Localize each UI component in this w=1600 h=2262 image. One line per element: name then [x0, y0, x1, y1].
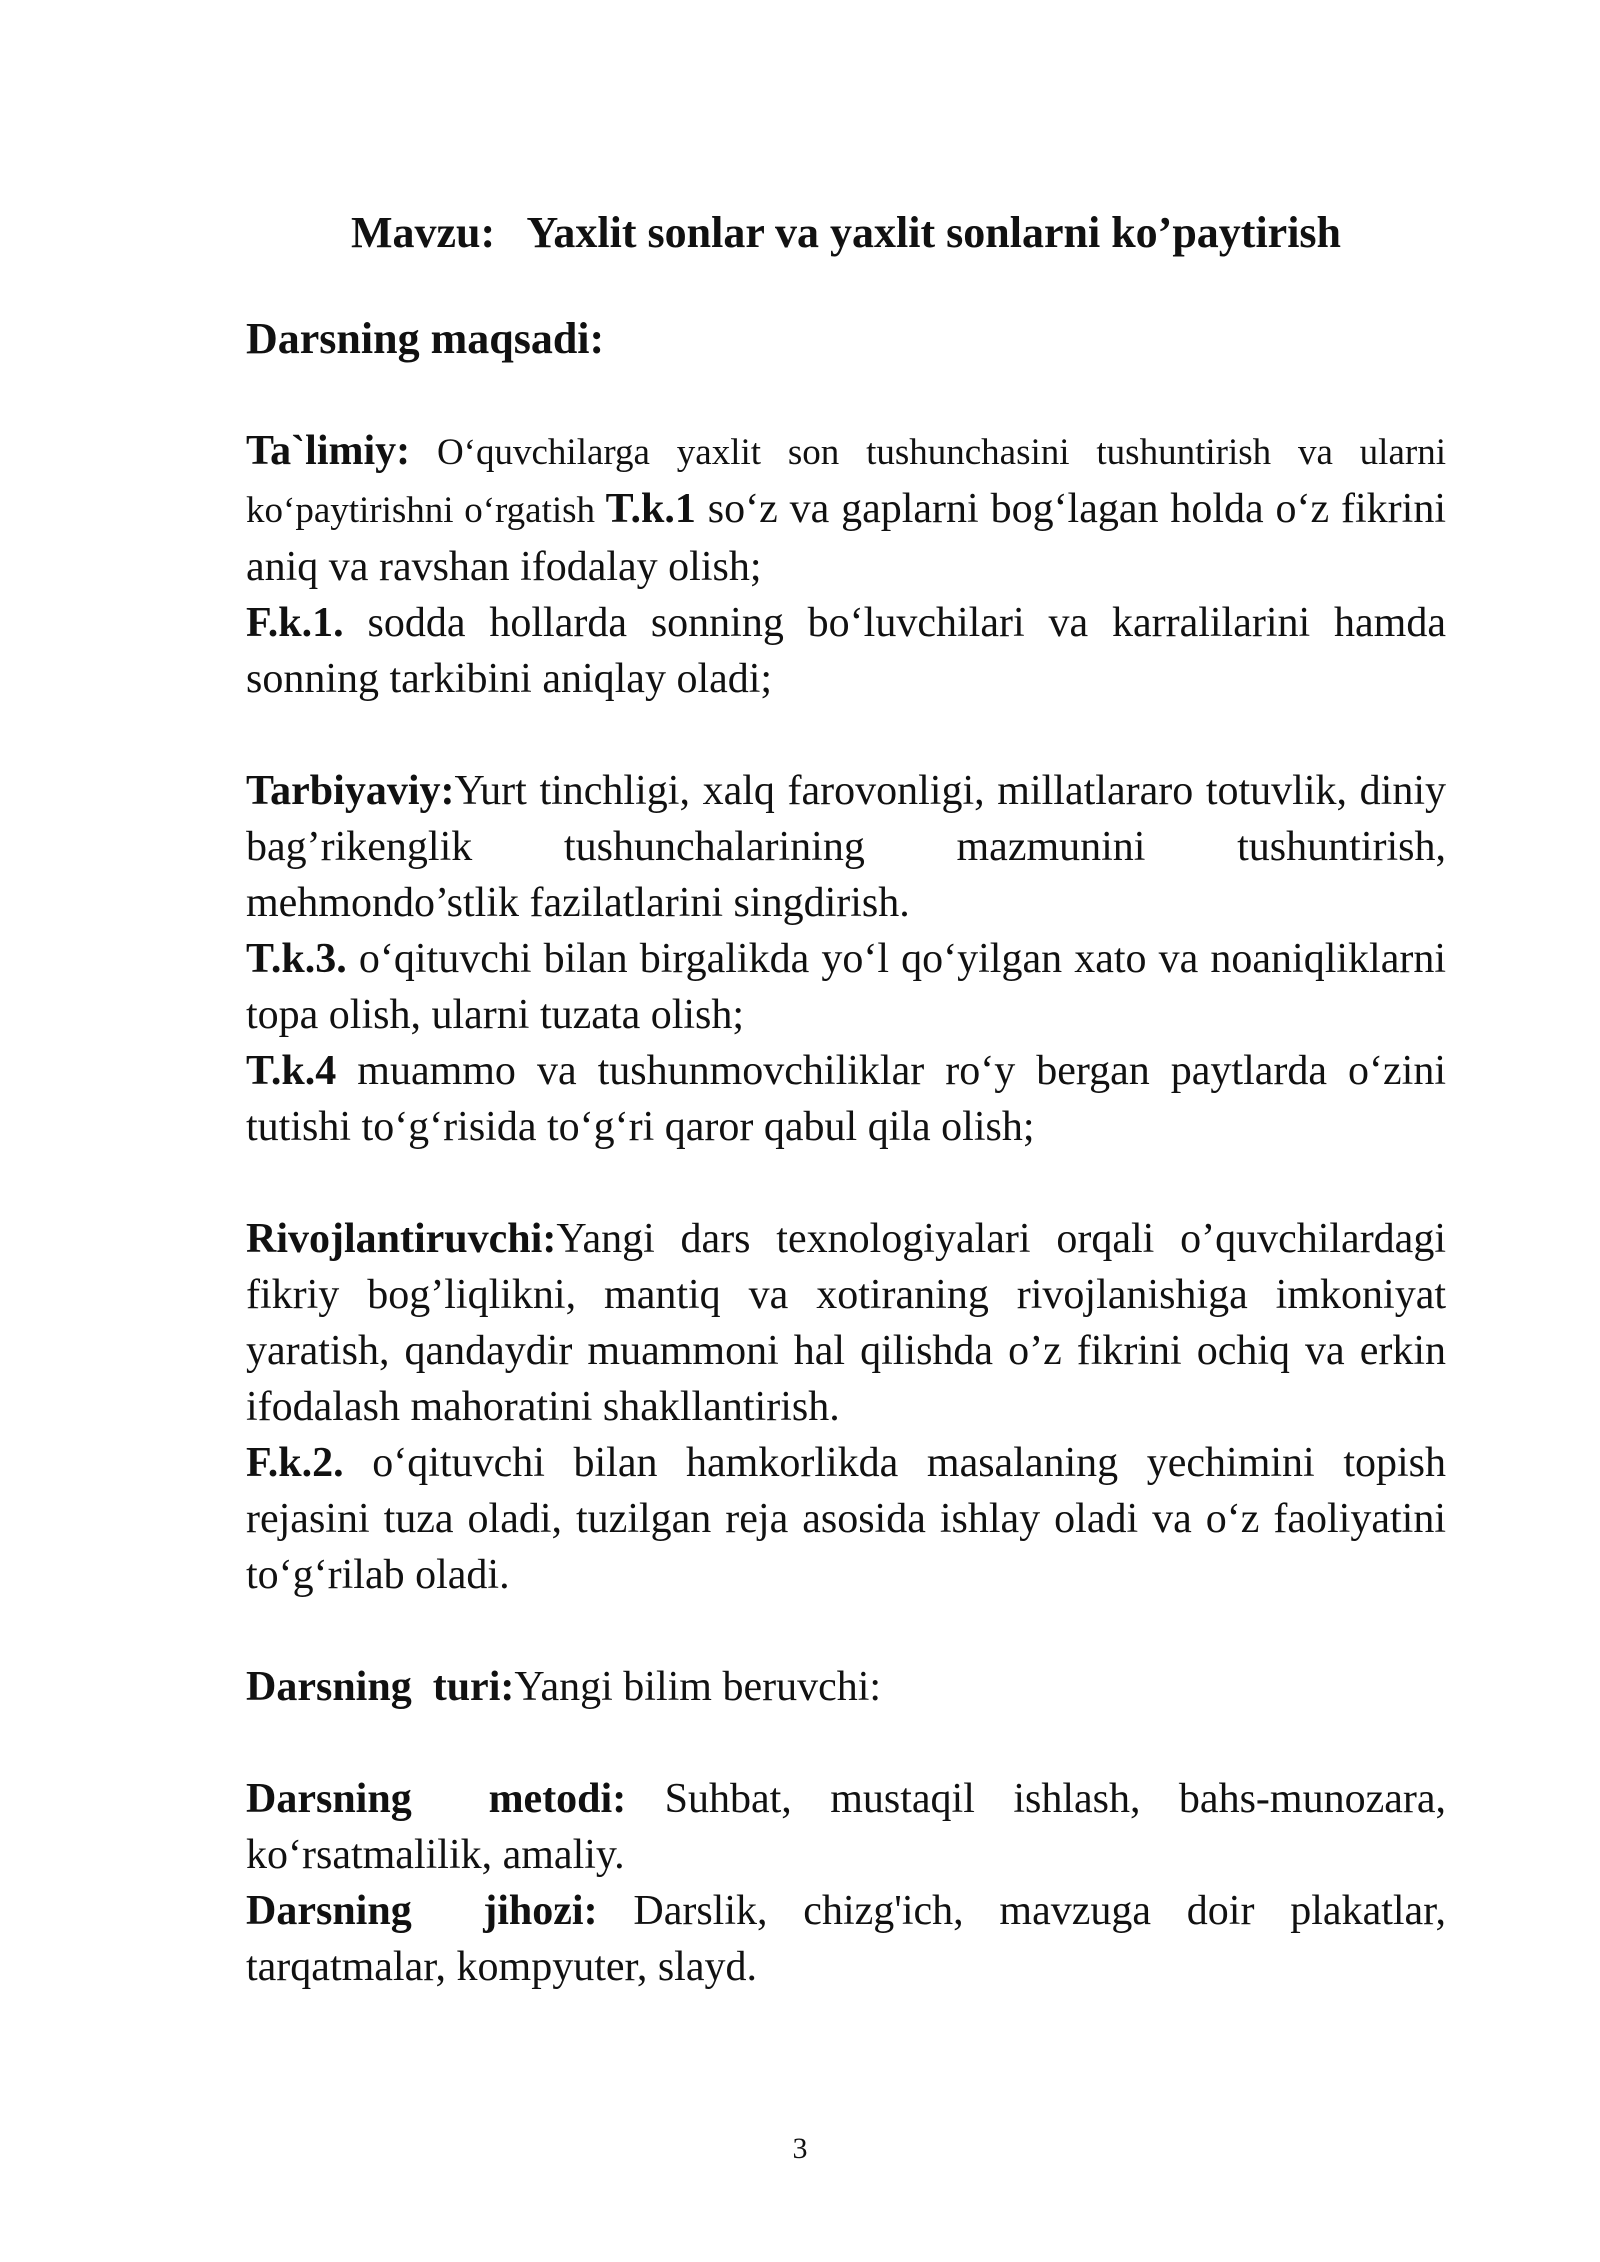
lesson-type-text: Yangi bilim beruvchi: [514, 1664, 882, 1710]
tarbiyaviy-text: Yurt tinchligi, xalq farovonligi, millatlararo totuvlik, diniy bag’rikenglik tushunchalarining mazmunini tushuntirish, mehmondo’stlik fazilatlarini singdirish. [246, 768, 1446, 926]
goal-heading: Darsning maqsadi: [246, 314, 605, 363]
lesson-type [246, 1659, 1446, 1715]
talimiy-text: O‘quvchilarga yaxlit son tushunchasini tushuntirish va ularni ko‘paytirishni o‘rgatish [246, 432, 1446, 531]
lesson-equipment-text: Darslik, chizg'ich, mavzuga doir plakatlar, tarqatmalar, kompyuter, slayd. [246, 1888, 1446, 1990]
tk1-text: so‘z va gaplarni bog‘lagan holda o‘z fikrini aniq va ravshan ifodalay olish; [246, 486, 1446, 590]
lesson-method [246, 1771, 1446, 1883]
tk3-label: T.k.3. [246, 936, 347, 982]
fk1-text: sodda hollarda sonning bo‘luvchilari va karralilarini hamda sonning tarkibini aniqlay oladi; [246, 600, 1446, 702]
tk3-text: o‘qituvchi bilan birgalikda yo‘l qo‘yilgan xato va noaniqliklarni topa olish, ularni tuzata olish; [246, 936, 1446, 1038]
rivojlantiruvchi-section [246, 1211, 1446, 1603]
lesson-method-label: Darsning metodi: [246, 1776, 627, 1822]
tk4-text: muammo va tushunmovchiliklar ro‘y bergan paytlarda o‘zini tutishi to‘g‘risida to‘g‘ri qaror qabul qila olish; [246, 1048, 1446, 1150]
lesson-method-text: Suhbat, mustaqil ishlash, bahs-munozara, ko‘rsatmalilik, amaliy. [246, 1776, 1446, 1878]
tarbiyaviy-label: Tarbiyaviy: [246, 768, 455, 814]
lesson-equipment-label: Darsning jihozi: [246, 1888, 598, 1934]
lesson-equipment [246, 1883, 1446, 1995]
rivojlantiruvchi-label: Rivojlantiruvchi: [246, 1216, 557, 1262]
tk4-label: T.k.4 [246, 1048, 337, 1094]
talimiy-section [246, 423, 1446, 707]
fk2-text: o‘qituvchi bilan hamkorlikda masalaning yechimini topish rejasini tuza oladi, tuzilgan reja asosida ishlay oladi va o‘z faoliyatini to‘g‘rilab oladi. [246, 1440, 1446, 1598]
tarbiyaviy-section [246, 763, 1446, 1155]
fk1-label: F.k.1. [246, 600, 344, 646]
lesson-type-label: Darsning turi: [246, 1664, 515, 1710]
talimiy-label: Ta`limiy: [246, 428, 411, 474]
page-number: 3 [792, 2132, 808, 2165]
fk2-label: F.k.2. [246, 1440, 344, 1486]
document-page [246, 205, 1446, 1995]
rivojlantiruvchi-text: Yangi dars texnologiyalari orqali o’quvchilardagi fikriy bog’liqlikni, mantiq va xotiraning rivojlanishiga imkoniyat yaratish, qandaydir muammoni hal qilishda o’z fikrini ochiq va erkin ifodalash mahoratini shakllantirish. [246, 1216, 1446, 1430]
page-title: Mavzu: Yaxlit sonlar va yaxlit sonlarni ko’paytirish [350, 208, 1342, 257]
tk1-label: T.k.1 [605, 486, 696, 532]
